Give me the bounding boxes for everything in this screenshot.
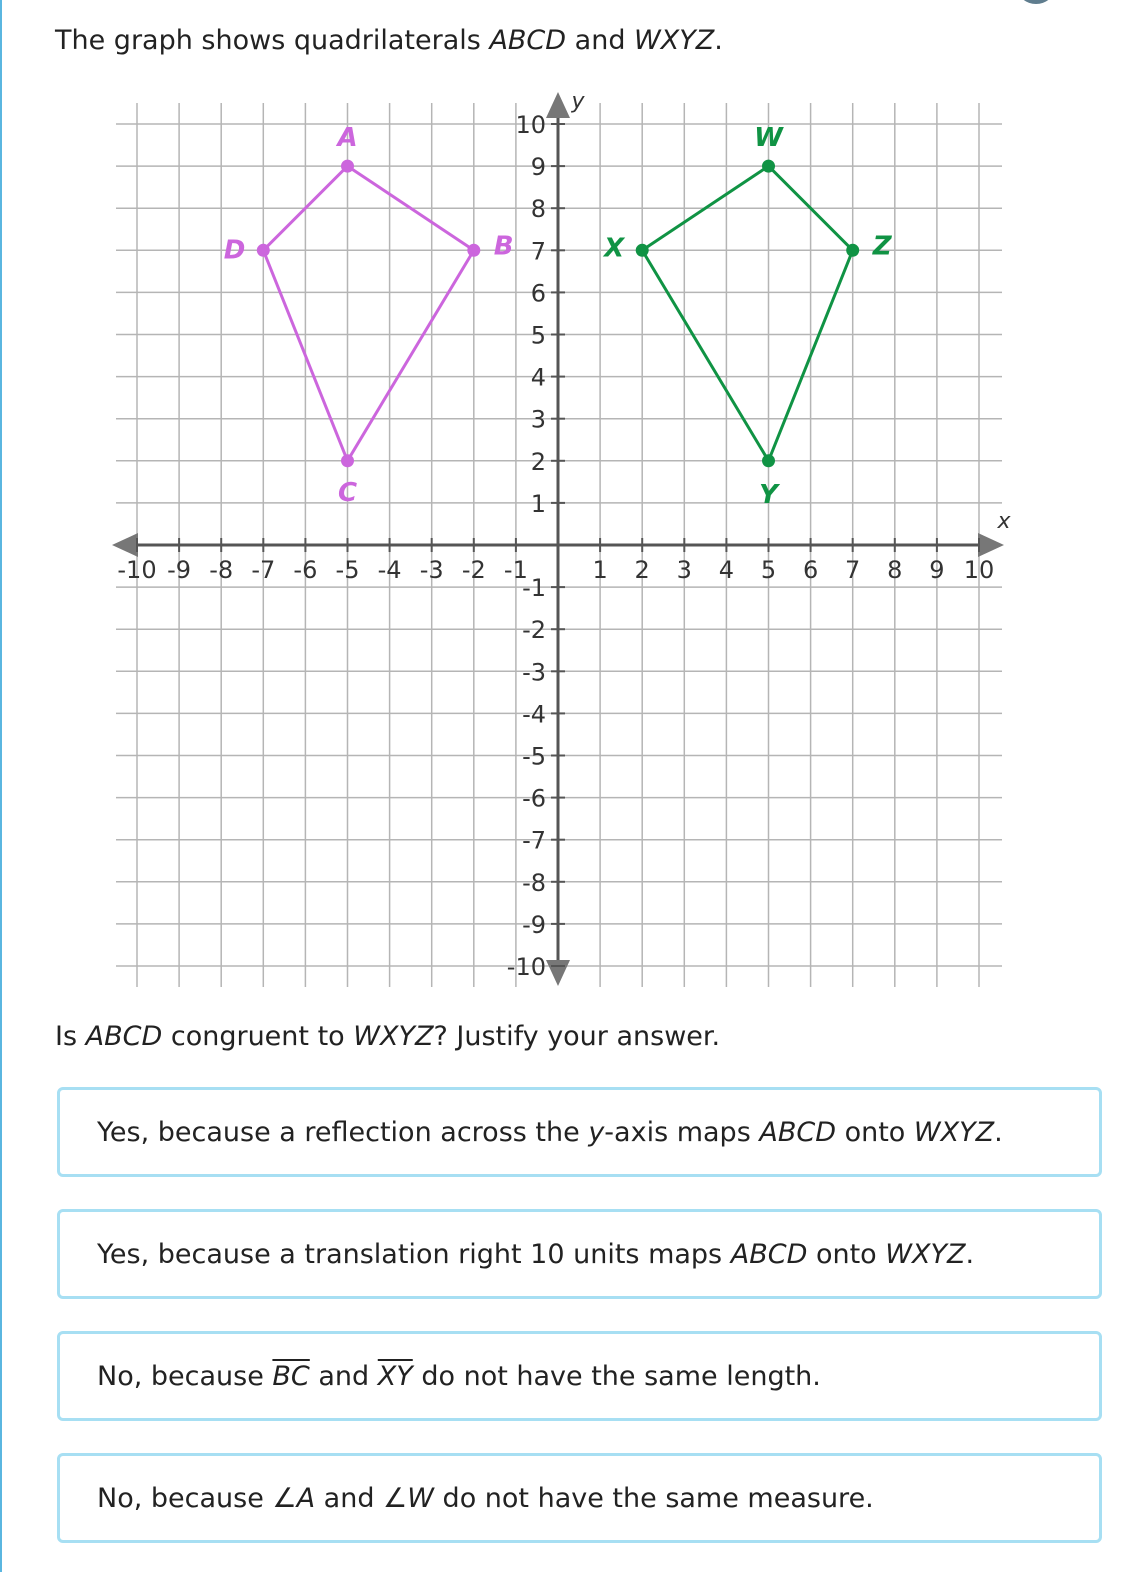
y-tick-label: -9 — [522, 910, 546, 939]
vertex-label-y: Y — [759, 479, 778, 510]
math-italic: ABCD — [759, 1117, 836, 1148]
y-tick-label: -5 — [522, 742, 546, 771]
text-segment: Yes, because a translation right 10 units maps — [97, 1239, 731, 1270]
y-tick-label: 6 — [530, 279, 546, 308]
text-segment: and — [309, 1361, 378, 1392]
y-tick-label: -8 — [522, 868, 546, 897]
text-segment: onto — [807, 1239, 886, 1270]
text-segment: do not have the same length. — [412, 1361, 821, 1392]
segment-notation: $\overline{BC}$ — [272, 1361, 310, 1392]
math-italic: W — [407, 1483, 434, 1514]
vertex-point-c — [341, 454, 354, 467]
question-intro — [55, 24, 723, 58]
text-segment: . — [994, 1117, 1003, 1148]
x-tick-label: 4 — [718, 556, 735, 584]
vertex-label-b: B — [493, 231, 514, 262]
text-segment: Yes, because a reflection across the — [97, 1117, 589, 1148]
page-left-border — [0, 0, 2, 1572]
question-prompt — [55, 1020, 720, 1054]
math-italic: ABCD — [85, 1021, 163, 1052]
y-tick-label: -6 — [522, 784, 546, 813]
x-tick-label: 7 — [845, 556, 861, 584]
y-axis-arrow-up — [546, 92, 570, 118]
x-tick-label: 1 — [592, 556, 608, 584]
x-axis-arrow-right — [978, 533, 1004, 557]
x-tick-label: -6 — [293, 556, 318, 584]
vertex-point-y — [762, 454, 775, 467]
math-italic: WXYZ — [634, 25, 715, 56]
text-segment: . — [965, 1239, 975, 1270]
vertex-point-z — [846, 244, 859, 257]
vertex-point-b — [467, 244, 480, 257]
vertex-label-w: W — [754, 123, 783, 154]
y-tick-label: 5 — [530, 321, 546, 350]
y-tick-label: -1 — [522, 574, 546, 603]
vertex-label-x: X — [604, 233, 625, 264]
x-axis-label: x — [997, 509, 1011, 534]
text-segment: congruent to — [162, 1021, 354, 1052]
answer-option-translation[interactable] — [57, 1209, 1102, 1299]
y-tick-label: -4 — [522, 700, 546, 729]
vertex-label-a: A — [337, 123, 358, 154]
vertex-point-a — [341, 160, 354, 173]
math-italic: WXYZ — [885, 1239, 966, 1270]
x-tick-label: -3 — [419, 556, 444, 584]
y-tick-label: 8 — [530, 195, 546, 224]
math-italic: WXYZ — [353, 1021, 434, 1052]
vertex-point-d — [257, 244, 270, 257]
quadrilateral-wxyz — [642, 166, 853, 461]
text-segment: ? Justify your answer. — [433, 1021, 721, 1052]
x-tick-label: -9 — [167, 556, 192, 584]
x-tick-label: 2 — [634, 556, 650, 584]
math-italic: WXYZ — [913, 1117, 995, 1148]
y-tick-label: -2 — [522, 616, 546, 645]
y-tick-label: 4 — [530, 363, 546, 392]
x-tick-label: 10 — [963, 556, 995, 584]
segment-notation: $\overline{XY}$ — [377, 1361, 413, 1392]
x-tick-label: 3 — [676, 556, 692, 584]
y-tick-label: 7 — [530, 237, 546, 266]
x-tick-label: -8 — [209, 556, 234, 584]
y-axis-arrow-down — [546, 960, 570, 986]
y-axis-label: y — [571, 89, 585, 114]
x-tick-label: -5 — [335, 556, 360, 584]
vertex-label-c: C — [337, 477, 358, 508]
text-segment: . — [714, 25, 723, 56]
text-segment: No, because — [97, 1361, 273, 1392]
y-tick-label: 1 — [530, 489, 546, 518]
coordinate-graph — [100, 88, 1020, 988]
math-italic: ABCD — [730, 1239, 808, 1270]
math-italic: ABCD — [489, 25, 567, 56]
x-axis-arrow-left — [112, 533, 138, 557]
corner-badge — [1018, 0, 1054, 4]
text-segment: Is — [55, 1021, 86, 1052]
text-segment: onto — [836, 1117, 914, 1148]
text-segment: No, because ∠ — [97, 1483, 297, 1514]
x-tick-label: -10 — [117, 556, 157, 584]
y-tick-label: 3 — [530, 405, 546, 434]
answer-option-side-length[interactable] — [57, 1331, 1102, 1421]
text-segment: and — [566, 25, 635, 56]
quadrilateral-abcd — [263, 166, 474, 461]
text-segment: do not have the same measure. — [433, 1483, 874, 1514]
y-tick-label: -10 — [506, 953, 546, 981]
answer-option-angle-measure[interactable] — [57, 1453, 1102, 1543]
y-tick-label: -3 — [522, 658, 546, 687]
answer-option-reflection[interactable] — [57, 1087, 1102, 1177]
vertex-point-w — [762, 160, 775, 173]
vertex-point-x — [636, 244, 649, 257]
vertex-label-d: D — [223, 235, 246, 266]
math-italic: A — [296, 1483, 316, 1514]
x-tick-label: -7 — [251, 556, 276, 584]
x-tick-label: -2 — [461, 556, 486, 584]
y-tick-label: -7 — [522, 826, 546, 855]
y-tick-label: 2 — [530, 447, 546, 476]
text-segment: The graph shows quadrilaterals — [55, 25, 490, 56]
x-tick-label: 8 — [887, 556, 903, 584]
y-tick-label: 10 — [515, 111, 546, 139]
x-tick-label: -4 — [377, 556, 402, 584]
y-tick-label: 9 — [530, 153, 546, 182]
vertex-label-z: Z — [872, 231, 892, 262]
x-tick-label: 9 — [929, 556, 945, 584]
x-tick-label: -1 — [503, 556, 528, 584]
x-tick-label: 5 — [760, 556, 777, 584]
math-italic: y — [588, 1117, 605, 1148]
text-segment: and ∠ — [315, 1483, 408, 1514]
x-tick-label: 6 — [802, 556, 819, 584]
text-segment: -axis maps — [604, 1117, 760, 1148]
